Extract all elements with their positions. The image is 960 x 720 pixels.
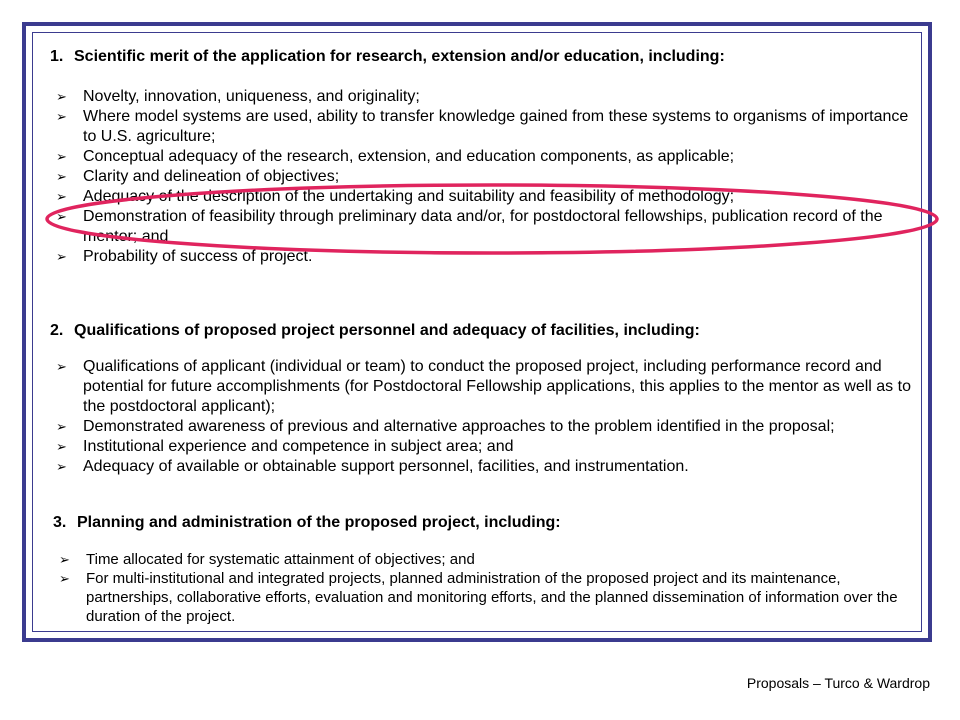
highlight-ellipse <box>47 185 937 253</box>
list-item: ➢ Time allocated for systematic attainment of objectives; and <box>59 551 475 568</box>
arrow-bullet-icon: ➢ <box>56 109 67 124</box>
list-item: ➢ For multi-institutional and integrated projects, planned administration of the proposed project and its maintenance, partnerships, collaborative efforts, evaluation and monitoring efforts, and the planned dissemination of information over the duration of the project. <box>59 570 898 625</box>
list-item: ➢ Conceptual adequacy of the research, extension, and education components, as applicable; <box>56 148 735 165</box>
arrow-bullet-icon: ➢ <box>56 209 67 224</box>
highlighted-list-item: ➢ Demonstration of feasibility through preliminary data and/or, for postdoctoral fellowships, publication record of the mentor; and <box>56 208 883 245</box>
list-item: ➢ Novelty, innovation, uniqueness, and originality; <box>56 88 420 105</box>
arrow-bullet-icon: ➢ <box>56 459 67 474</box>
arrow-bullet-icon: ➢ <box>56 249 67 264</box>
list-item: ➢ Where model systems are used, ability to transfer knowledge gained from these systems to organisms of importance to U.S. agriculture; <box>56 108 909 145</box>
list-item: ➢ Demonstrated awareness of previous and alternative approaches to the problem identified in the proposal; <box>56 418 835 435</box>
arrow-bullet-icon: ➢ <box>56 169 67 184</box>
arrow-bullet-icon: ➢ <box>56 89 67 104</box>
section-title: Scientific merit of the application for research, extension and/or education, including: <box>74 48 725 65</box>
list-item: ➢ Qualifications of applicant (individual or team) to conduct the proposed project, including performance record and potential for future accomplishments (for Postdoctoral Fellowship applications, this applies to the mentor as well as to the postdoctoral applicant); <box>56 358 911 415</box>
section-number: 3. <box>53 514 67 531</box>
arrow-bullet-icon: ➢ <box>56 419 67 434</box>
list-item: ➢ Adequacy of the description of the undertaking and suitability and feasibility of methodology; <box>56 188 735 205</box>
arrow-bullet-icon: ➢ <box>56 189 67 204</box>
section-number: 1. <box>50 48 64 65</box>
arrow-bullet-icon: ➢ <box>59 571 70 586</box>
section-number: 2. <box>50 322 64 339</box>
arrow-bullet-icon: ➢ <box>56 359 67 374</box>
list-item: ➢ Adequacy of available or obtainable support personnel, facilities, and instrumentation. <box>56 458 689 475</box>
list-item: ➢ Probability of success of project. <box>56 248 313 265</box>
arrow-bullet-icon: ➢ <box>56 149 67 164</box>
arrow-bullet-icon: ➢ <box>59 552 70 567</box>
section-title: Qualifications of proposed project personnel and adequacy of facilities, including: <box>74 322 700 339</box>
slide-footer: Proposals – Turco & Wardrop <box>746 675 930 691</box>
list-item: ➢ Clarity and delineation of objectives; <box>56 168 340 185</box>
list-item: ➢ Institutional experience and competence in subject area; and <box>56 438 514 455</box>
section-title: Planning and administration of the proposed project, including: <box>77 514 561 531</box>
arrow-bullet-icon: ➢ <box>56 439 67 454</box>
